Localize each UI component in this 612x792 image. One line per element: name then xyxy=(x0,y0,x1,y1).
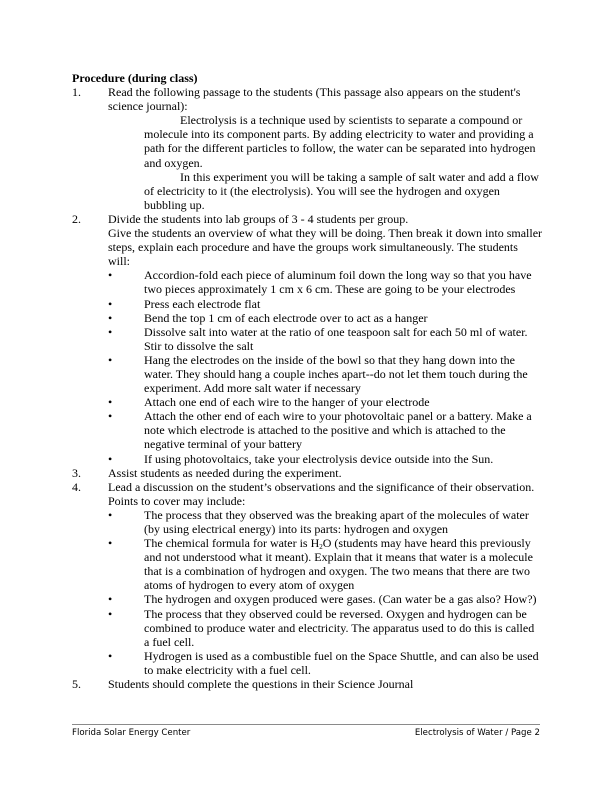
bullet-icon: • xyxy=(108,536,113,551)
document-body xyxy=(72,71,542,691)
step-number: 4. xyxy=(72,479,81,494)
bullet-icon: • xyxy=(108,395,113,410)
subscript: 2 xyxy=(319,543,323,552)
footer-organization: Florida Solar Energy Center xyxy=(72,728,191,738)
step-1 xyxy=(72,85,542,212)
step-number: 2. xyxy=(72,211,81,226)
step-text: Read the following passage to the students (This passage also appears on the student's science journal): xyxy=(108,85,521,114)
bullet-icon: • xyxy=(108,592,113,607)
step-text: Students should complete the questions in their Science Journal xyxy=(108,677,414,692)
step-number: 1. xyxy=(72,85,81,100)
step-3 xyxy=(72,466,542,480)
bullet-icon: • xyxy=(108,409,113,424)
step-number: 5. xyxy=(72,677,81,692)
bullet-icon: • xyxy=(108,268,113,283)
bullet-icon: • xyxy=(108,648,113,663)
section-heading: Procedure (during class) xyxy=(72,71,198,85)
step-text: Lead a discussion on the student’s observations and the significance of their observation. xyxy=(108,479,535,494)
list-item: • If using photovoltaics, take your electrolysis device outside into the Sun. xyxy=(108,451,494,466)
list-item: • Accordion-fold each piece of aluminum foil down the long way so that you have two pieces approximately 1 cm x 6 cm. These are going to be your electrodes xyxy=(108,268,532,297)
step-4 xyxy=(72,480,542,677)
list-item: • Press each electrode flat xyxy=(108,296,261,311)
list-item: • Bend the top 1 cm of each electrode over to act as a hanger xyxy=(108,310,428,325)
step-5 xyxy=(72,677,542,691)
chemical-formula-text: The chemical formula for water is $H_2O$ (students may have heard this previously and not understood what it meant). Explain that it means that water is a molecule that is a combination of hydrogen and oxygen. The two means that there are two atoms of hydrogen to every atom of oxygen xyxy=(144,536,533,593)
bullet-icon: • xyxy=(108,606,113,621)
bullet-list xyxy=(108,268,542,465)
step-text-continued: Points to cover may include: xyxy=(108,493,246,508)
bullet-icon: • xyxy=(108,451,113,466)
read-aloud-passage xyxy=(108,113,542,212)
bullet-icon: • xyxy=(108,507,113,522)
page-footer xyxy=(72,728,540,738)
list-item: • Attach one end of each wire to the hanger of your electrode xyxy=(108,395,430,410)
bullet-icon: • xyxy=(108,324,113,339)
step-text: Assist students as needed during the experiment. xyxy=(108,465,342,480)
list-item: • Attach the other end of each wire to your photovoltaic panel or a battery. Make a note which electrode is attached to the positive and which is attached to the negative terminal of your battery xyxy=(108,409,532,452)
list-item: • Hang the electrodes on the inside of the bowl so that they hang down into the water. They should hang a couple inches apart--do not let them touch during the experiment. Add more salt water if necessary xyxy=(108,352,528,396)
step-text: Divide the students into lab groups of 3 - 4 students per group. xyxy=(108,211,409,226)
list-item: • The hydrogen and oxygen produced were gases. (Can water be a gas also? How?) xyxy=(108,592,537,607)
bullet-icon: • xyxy=(108,352,113,367)
step-text-continued: Give the students an overview of what they will be doing. Then break it down into smaller steps, explain each procedure and have the groups work simultaneously. The students will: xyxy=(108,226,543,269)
list-item xyxy=(108,536,542,592)
list-item: • The process that they observed was the breaking apart of the molecules of water (by using electrical energy) into its parts: hydrogen and oxygen xyxy=(108,507,529,536)
list-item: • The process that they observed could be reversed. Oxygen and hydrogen can be combined to produce water and electricity. The apparatus used to do this is called a fuel cell. xyxy=(108,606,535,649)
footer-divider xyxy=(72,724,540,725)
passage-paragraph: In this experiment you will be taking a sample of salt water and add a flow of electricity to it (the electrolysis). You will see the hydrogen and oxygen bubbling up. xyxy=(144,169,539,212)
list-item: • Hydrogen is used as a combustible fuel on the Space Shuttle, and can also be used to make electricity with a fuel cell. xyxy=(108,648,539,677)
step-number: 3. xyxy=(72,465,81,480)
step-2 xyxy=(72,212,542,466)
passage-paragraph: Electrolysis is a technique used by scientists to separate a compound or molecule into its component parts. By adding electricity to water and providing a path for the different particles to follow, the water can be separated into hydrogen and oxygen. xyxy=(144,113,536,170)
footer-page-label: Electrolysis of Water / Page 2 xyxy=(414,728,540,738)
list-item: • Dissolve salt into water at the ratio of one teaspoon salt for each 50 ml of water. Stir to dissolve the salt xyxy=(108,324,528,353)
bullet-icon: • xyxy=(108,310,113,325)
bullet-list xyxy=(108,508,542,677)
bullet-icon: • xyxy=(108,296,113,311)
